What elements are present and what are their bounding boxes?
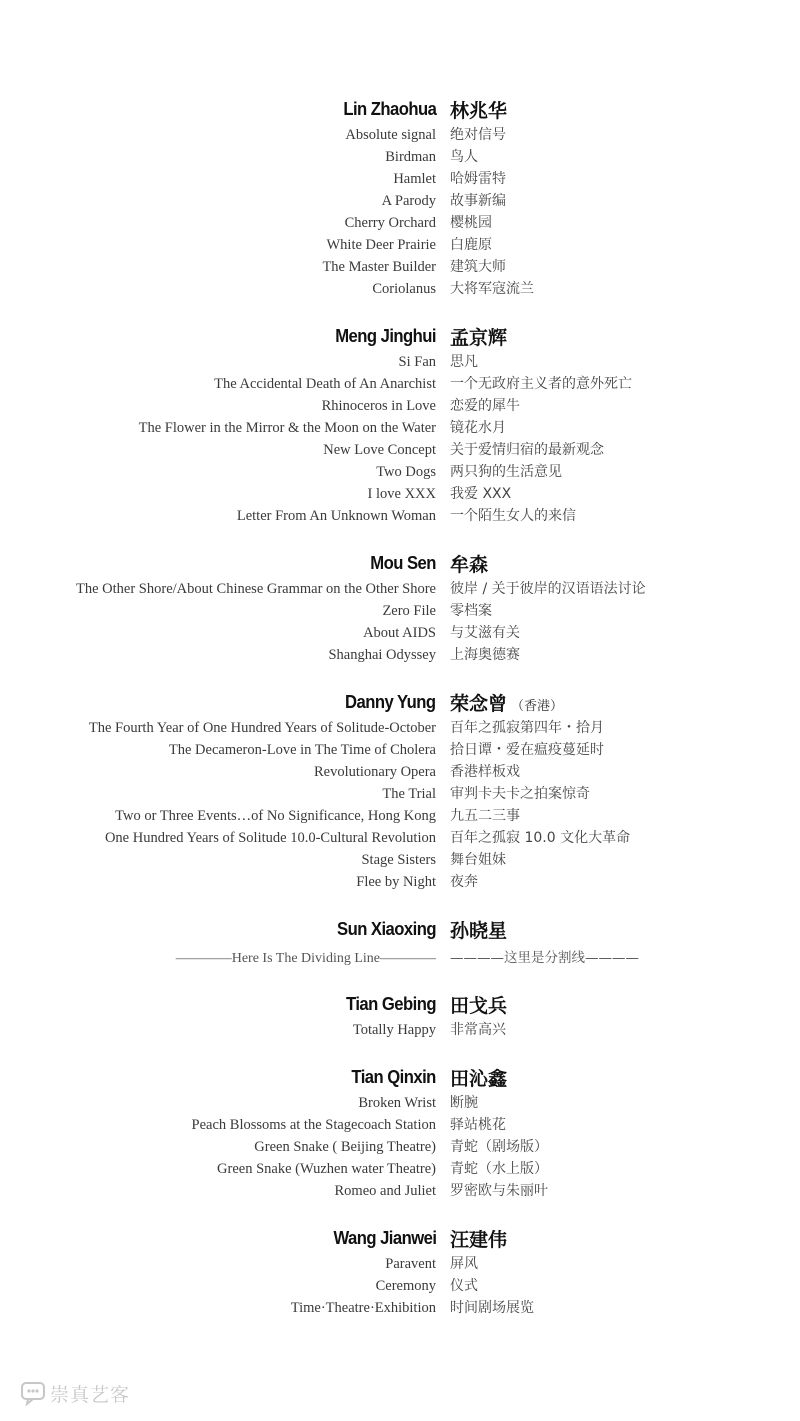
work-title-en: Broken Wrist — [358, 1095, 436, 1111]
director-name-zh-cell — [436, 323, 507, 350]
work-title-en: Flee by Night — [356, 874, 436, 890]
watermark-text: 崇真艺客 — [50, 1383, 131, 1406]
work-title-en: A Parody — [381, 193, 436, 209]
work-title-en: Time·Theatre·Exhibition — [290, 1300, 436, 1316]
work-title-en: Totally Happy — [352, 1022, 436, 1038]
work-title-zh: 香港样板戏 — [450, 764, 520, 780]
work-title-zh: 青蛇（剧场版） — [450, 1139, 548, 1155]
work-row — [0, 461, 800, 483]
work-row — [0, 278, 800, 300]
work-row — [0, 1180, 800, 1202]
director-name-row — [0, 321, 800, 351]
work-title-en: The Decameron-Love in The Time of Cholera — [168, 742, 436, 758]
director-name-zh-cell — [436, 550, 488, 577]
work-title-en: Two Dogs — [376, 464, 436, 480]
director-name-row — [0, 1062, 800, 1092]
work-title-zh: 青蛇（水上版） — [450, 1161, 548, 1177]
work-title-zh: 关于爱情归宿的最新观念 — [450, 442, 604, 458]
director-name-en-cell — [0, 552, 436, 574]
director-name-en-cell — [0, 98, 436, 120]
work-row — [0, 256, 800, 278]
work-title-en: Green Snake (Wuzhen water Theatre) — [217, 1161, 436, 1177]
director-name-en: Lin Zhaohua — [342, 98, 436, 119]
work-title-en: Si Fan — [398, 354, 436, 370]
work-row — [0, 1253, 800, 1275]
work-row — [0, 505, 800, 527]
work-row — [0, 1092, 800, 1114]
work-row — [0, 234, 800, 256]
work-title-zh: 审判卡夫卡之拍案惊奇 — [450, 786, 590, 802]
work-row — [0, 871, 800, 893]
work-title-en: One Hundred Years of Solitude 10.0-Cultural Revolution — [104, 830, 436, 846]
work-title-en: The Master Builder — [322, 259, 436, 275]
work-title-en: Stage Sisters — [361, 852, 436, 868]
work-title-zh: 夜奔 — [450, 874, 478, 890]
work-title-en: Romeo and Juliet — [334, 1183, 436, 1199]
director-section — [0, 321, 800, 527]
work-title-zh: 驿站桃花 — [450, 1117, 506, 1133]
work-title-en: Shanghai Odyssey — [328, 647, 436, 663]
director-name-zh-cell — [436, 1225, 507, 1252]
work-title-en: Ceremony — [375, 1278, 436, 1294]
work-title-zh: 屏风 — [450, 1256, 478, 1272]
work-row — [0, 578, 800, 600]
work-row — [0, 212, 800, 234]
director-section — [0, 548, 800, 666]
work-row — [0, 739, 800, 761]
work-title-zh: 樱桃园 — [450, 215, 492, 231]
director-name-zh: 田沁鑫 — [450, 1067, 508, 1090]
work-row — [0, 439, 800, 461]
director-name-row — [0, 548, 800, 578]
work-row — [0, 373, 800, 395]
work-title-zh: 上海奥德赛 — [450, 647, 520, 663]
work-title-zh: 时间剧场展览 — [450, 1300, 534, 1316]
work-title-zh: 舞台姐妹 — [450, 852, 506, 868]
work-title-zh: 彼岸 / 关于彼岸的汉语语法讨论 — [450, 581, 646, 597]
work-title-en: The Flower in the Mirror & the Moon on the Water — [138, 420, 436, 436]
director-name-zh: 林兆华 — [450, 99, 508, 122]
work-row — [0, 622, 800, 644]
work-title-zh: 断腕 — [450, 1095, 478, 1111]
director-name-en-cell — [0, 993, 436, 1015]
director-name-en-cell — [0, 325, 436, 347]
work-title-zh: 大将军寇流兰 — [450, 281, 534, 297]
director-section — [0, 1062, 800, 1202]
work-title-en: The Fourth Year of One Hundred Years of Solitude-October — [88, 720, 436, 736]
work-title-en: Cherry Orchard — [344, 215, 436, 231]
director-name-en-cell — [0, 918, 436, 940]
director-name-zh-cell — [436, 916, 507, 943]
work-row — [0, 1158, 800, 1180]
dividing-line-en: ————Here Is The Dividing Line———— — [175, 951, 436, 966]
director-name-en: Meng Jinghui — [335, 325, 436, 346]
work-row — [0, 644, 800, 666]
director-name-en-cell — [0, 1227, 436, 1249]
work-title-en: Two or Three Events…of No Significance, Hong Kong — [115, 808, 436, 824]
director-name-zh: 孟京辉 — [450, 326, 508, 349]
work-title-zh: 九五二三事 — [450, 808, 520, 824]
work-title-zh: 我爱 XXX — [450, 486, 512, 502]
director-region-note: （香港） — [511, 698, 564, 714]
director-name-zh-cell — [436, 1064, 507, 1091]
work-title-en: New Love Concept — [323, 442, 436, 458]
director-name-zh: 汪建伟 — [450, 1228, 508, 1251]
work-row — [0, 417, 800, 439]
work-row — [0, 351, 800, 373]
dividing-line-zh: ————这里是分割线———— — [450, 950, 639, 966]
work-title-en: About AIDS — [363, 625, 436, 641]
work-title-en: Coriolanus — [372, 281, 436, 297]
work-row — [0, 483, 800, 505]
director-name-en: Wang Jianwei — [332, 1227, 436, 1248]
director-section — [0, 989, 800, 1041]
director-name-row — [0, 94, 800, 124]
work-title-en: The Accidental Death of An Anarchist — [214, 376, 436, 392]
work-row — [0, 395, 800, 417]
director-name-row — [0, 687, 800, 717]
work-title-en: I love XXX — [367, 486, 436, 502]
work-title-zh: 两只狗的生活意见 — [450, 464, 562, 480]
work-title-en: Rhinoceros in Love — [321, 398, 436, 414]
director-name-zh-cell — [436, 689, 563, 716]
work-title-en: Paravent — [385, 1256, 436, 1272]
work-row — [0, 124, 800, 146]
director-name-zh-cell — [436, 96, 507, 123]
work-title-zh: 百年之孤寂 10.0 文化大革命 — [450, 830, 631, 846]
director-name-en: Mou Sen — [370, 552, 436, 573]
work-title-en: Hamlet — [393, 171, 436, 187]
director-section — [0, 94, 800, 300]
work-row — [0, 1114, 800, 1136]
work-row — [0, 1019, 800, 1041]
work-title-en: Birdman — [385, 149, 436, 165]
work-title-zh: 拾日谭・爱在瘟疫蔓延时 — [450, 742, 604, 758]
work-title-en: Zero File — [382, 603, 436, 619]
work-title-zh: 绝对信号 — [450, 127, 506, 143]
director-name-zh: 孙晓星 — [450, 919, 508, 942]
work-title-zh: 白鹿原 — [450, 237, 492, 253]
work-title-en: The Trial — [382, 786, 436, 802]
work-title-en: Green Snake ( Beijing Theatre) — [254, 1139, 436, 1155]
work-title-zh: 一个无政府主义者的意外死亡 — [450, 376, 632, 392]
work-title-en: The Other Shore/About Chinese Grammar on the Other Shore — [76, 581, 436, 597]
work-title-zh: 恋爱的犀牛 — [450, 398, 520, 414]
chat-bubble-icon — [20, 1380, 46, 1406]
work-row — [0, 146, 800, 168]
work-row — [0, 190, 800, 212]
director-name-en: Sun Xiaoxing — [337, 918, 436, 939]
work-row — [0, 1275, 800, 1297]
work-title-zh: 思凡 — [450, 354, 478, 370]
director-name-zh: 牟森 — [450, 553, 489, 576]
director-name-row — [0, 1223, 800, 1253]
director-name-en: Tian Qinxin — [351, 1066, 436, 1087]
director-section — [0, 1223, 800, 1319]
work-row — [0, 783, 800, 805]
work-title-en: Letter From An Unknown Woman — [236, 508, 436, 524]
director-name-row — [0, 989, 800, 1019]
work-row — [0, 1136, 800, 1158]
director-name-en: Tian Gebing — [346, 993, 436, 1014]
work-title-en: Peach Blossoms at the Stagecoach Station — [191, 1117, 436, 1133]
work-title-zh: 建筑大师 — [450, 259, 506, 275]
work-row — [0, 827, 800, 849]
work-title-zh: 一个陌生女人的来信 — [450, 508, 576, 524]
work-title-en: Absolute signal — [345, 127, 436, 143]
work-title-en: White Deer Prairie — [326, 237, 436, 253]
work-title-zh: 零档案 — [450, 603, 492, 619]
work-row — [0, 168, 800, 190]
director-name-row — [0, 914, 800, 944]
work-title-zh: 非常高兴 — [450, 1022, 506, 1038]
work-title-zh: 罗密欧与朱丽叶 — [450, 1183, 548, 1199]
director-section — [0, 914, 800, 968]
director-section — [0, 687, 800, 893]
work-row — [0, 849, 800, 871]
director-name-en-cell — [0, 1066, 436, 1088]
work-title-zh: 百年之孤寂第四年・拾月 — [450, 720, 604, 736]
work-title-zh: 哈姆雷特 — [450, 171, 506, 187]
work-title-zh: 仪式 — [450, 1278, 478, 1294]
work-title-en: Revolutionary Opera — [313, 764, 436, 780]
work-row — [0, 717, 800, 739]
watermark — [20, 1376, 130, 1410]
work-title-zh: 与艾滋有关 — [450, 625, 520, 641]
director-name-en-cell — [0, 691, 436, 713]
work-row — [0, 761, 800, 783]
work-row — [0, 600, 800, 622]
director-name-zh: 荣念曾 — [450, 692, 508, 715]
dividing-line — [0, 946, 800, 968]
director-name-en: Danny Yung — [345, 691, 436, 712]
work-row — [0, 1297, 800, 1319]
director-name-zh-cell — [436, 991, 507, 1018]
work-title-zh: 鸟人 — [450, 149, 478, 165]
director-list — [0, 94, 800, 1340]
director-name-zh: 田戈兵 — [450, 994, 508, 1017]
work-title-zh: 镜花水月 — [450, 420, 506, 436]
work-title-zh: 故事新编 — [450, 193, 506, 209]
work-row — [0, 805, 800, 827]
